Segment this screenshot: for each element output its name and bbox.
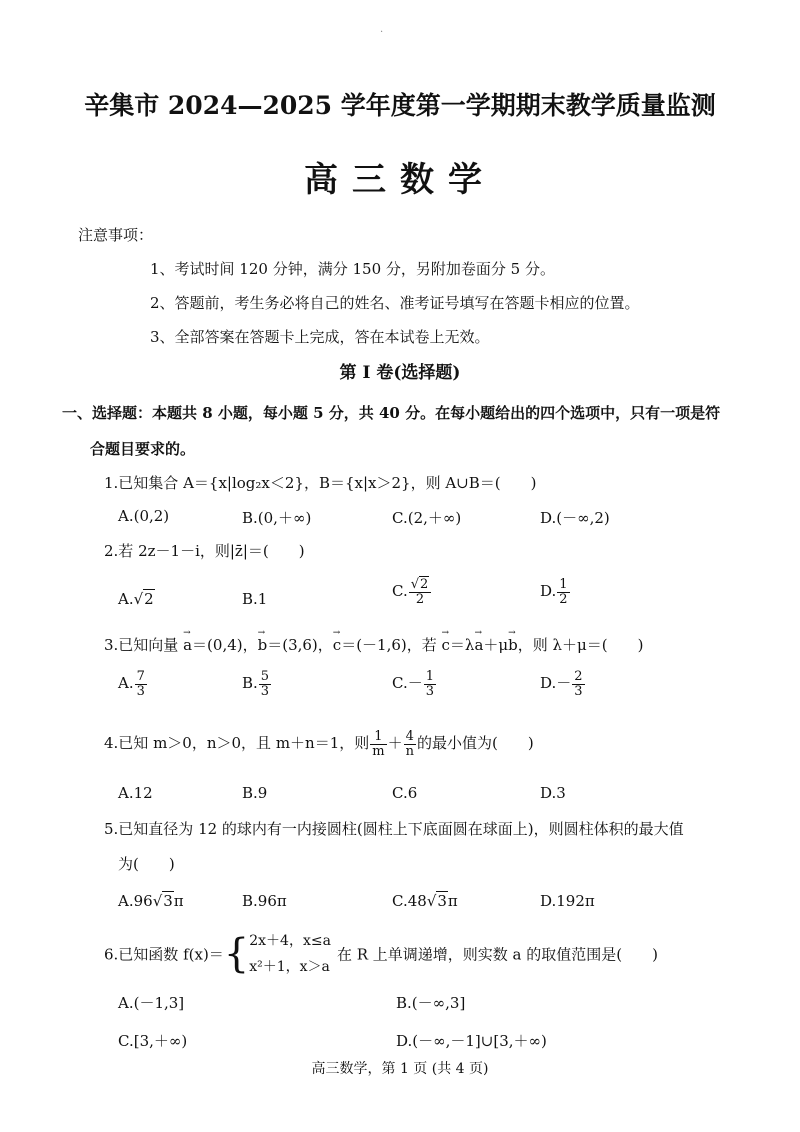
q3-text: ＝(－1,6)，若: [341, 636, 442, 654]
note-item: 2、答题前，考生务必将自己的姓名、准考证号填写在答题卡相应的位置。: [150, 294, 640, 312]
q6-option-c: C.[3,＋∞): [118, 1032, 188, 1050]
q3-option-d-label: D.－: [540, 674, 572, 693]
q3-text: ＝(0,4)，: [192, 636, 258, 654]
vector-a: → a: [474, 636, 483, 654]
q4-fraction-1-num: 1: [370, 730, 386, 745]
q3-option-c-label: C.－: [392, 674, 423, 693]
question-2-stem: 2.若 2z－1－i，则|z̄|＝( ): [104, 542, 305, 560]
question-4-stem: [104, 730, 534, 758]
q4-fraction-1-den: m: [372, 743, 385, 759]
part-instruction-cont: 合题目要求的。: [90, 440, 196, 458]
q3-option-a-label: A.: [118, 674, 134, 693]
q3-option-b-den: 3: [260, 683, 270, 699]
q4-fraction-2: [404, 730, 416, 758]
page-footer: 高三数学，第 1 页 (共 4 页): [311, 1061, 489, 1077]
q2-option-d-label: D.: [540, 582, 557, 601]
q3-text: 3.已知向量: [104, 636, 184, 654]
vector-c: → c: [333, 636, 341, 654]
q5-option-c-coef: C.48: [392, 892, 427, 910]
exam-title: 辛集市 2024—2025 学年度第一学期期末教学质量监测: [84, 91, 716, 120]
q2-option-c-den: 2: [415, 591, 425, 607]
q3-text: ＋μ: [483, 636, 509, 654]
vector-b: → b: [508, 636, 518, 654]
q6-text: 在 R 上单调递增，则实数 a 的取值范围是( ): [336, 945, 658, 964]
case-2: x²＋1，x＞a: [249, 959, 330, 975]
q3-text: ＝(3,6)，: [267, 636, 333, 654]
q1-option-a: A.(0,2): [118, 507, 170, 525]
q3-option-d-num: 2: [574, 669, 583, 684]
question-1-stem: 1.已知集合 A＝{x|log₂x＜2}，B＝{x|x＞2}，则 A∪B＝( ): [104, 474, 537, 492]
q2-option-c: [392, 578, 432, 606]
q1-option-c: C.(2,＋∞): [392, 509, 462, 527]
q2-option-d-num: 1: [559, 577, 568, 592]
question-5-stem-cont: 为( ): [118, 855, 175, 873]
note-item: 3、全部答案在答题卡上完成，答在本试卷上无效。: [150, 328, 490, 346]
q5-option-a-radicand: 3: [163, 892, 173, 910]
piecewise-cases: [249, 928, 331, 980]
notes-heading: 注意事项：: [78, 226, 154, 244]
vector-a: → a: [183, 636, 192, 654]
q5-option-a: A.96√3π: [118, 892, 184, 910]
q3-option-c: [392, 670, 437, 698]
q1-option-d: D.(－∞,2): [540, 509, 610, 527]
q1-option-b: B.(0,＋∞): [242, 509, 312, 527]
q3-option-c-fraction: [424, 670, 436, 698]
q5-option-d: D.192π: [540, 892, 595, 910]
q2-option-a-label: A.: [118, 590, 134, 608]
q3-option-b: [242, 670, 272, 698]
q5-option-b: B.96π: [242, 892, 287, 910]
q4-text: 4.已知 m＞0，n＞0，且 m＋n＝1，则: [104, 734, 370, 753]
q4-option-c: C.6: [392, 784, 418, 802]
q4-fraction-2-den: n: [405, 743, 414, 759]
q5-option-a-pi: π: [173, 892, 184, 910]
cases-brace: {: [223, 931, 250, 977]
section-title: 第 I 卷(选择题): [339, 363, 461, 383]
q3-option-a-fraction: [135, 670, 147, 698]
q3-text: ＝λ: [449, 636, 475, 654]
note-item: 1、考试时间 120 分钟，满分 150 分，另附加卷面分 5 分。: [150, 260, 555, 278]
q4-plus: ＋: [387, 734, 403, 753]
q4-option-d: D.3: [540, 784, 566, 802]
q6-option-b: B.(－∞,3]: [396, 994, 466, 1012]
q4-option-a: A.12: [118, 784, 153, 802]
q5-option-c-pi: π: [447, 892, 458, 910]
q2-option-c-fraction: $\frac{√2}{2}$: [409, 578, 432, 606]
q6-option-d: D.(－∞,－1]∪[3,＋∞): [396, 1032, 547, 1050]
q2-option-a: A.√2: [118, 590, 154, 608]
q3-option-b-label: B.: [242, 674, 258, 693]
q2-option-a-radicand: 2: [144, 590, 154, 608]
vector-b: → b: [258, 636, 268, 654]
q2-option-c-num: 2: [420, 577, 429, 592]
q3-option-a-den: 3: [136, 683, 145, 699]
q5-option-a-coef: A.96: [118, 892, 153, 910]
q3-option-d-fraction: [572, 670, 584, 698]
q3-option-b-num: 5: [260, 669, 270, 684]
q2-option-b: B.1: [242, 590, 268, 608]
vector-c: → c: [442, 636, 450, 654]
question-5-stem: 5.已知直径为 12 的球内有一内接圆柱(圆柱上下底面圆在球面上)，则圆柱体积的最大值: [104, 820, 684, 838]
q2-option-d: [540, 578, 571, 606]
case-1: 2x＋4，x≤a: [249, 933, 331, 949]
scan-mark: .: [380, 24, 384, 35]
q2-option-d-den: 2: [559, 591, 568, 607]
q3-option-a: [118, 670, 148, 698]
q3-option-c-den: 3: [425, 683, 434, 699]
q4-fraction-2-num: 4: [404, 730, 416, 745]
q3-option-d: [540, 670, 586, 698]
q2-option-d-fraction: [557, 578, 569, 606]
q2-option-c-label: C.: [392, 582, 408, 601]
q6-option-a: A.(－1,3]: [118, 994, 185, 1012]
q4-text: 的最小值为( ): [416, 734, 534, 753]
exam-subject: 高三数学: [304, 160, 496, 200]
q3-option-d-den: 3: [574, 683, 583, 699]
q3-text: ，则 λ＋μ＝( ): [517, 636, 644, 654]
question-6-stem: [104, 928, 658, 980]
q3-option-b-fraction: [259, 670, 271, 698]
q3-option-a-num: 7: [136, 669, 145, 684]
q3-option-c-num: 1: [425, 669, 434, 684]
question-3-stem: [104, 634, 643, 655]
q4-option-b: B.9: [242, 784, 268, 802]
q6-text: 6.已知函数 f(x)＝: [104, 945, 224, 964]
part-instruction: 一、选择题：本题共 8 小题，每小题 5 分，共 40 分。在每小题给出的四个选项中，只有一项是符: [62, 404, 721, 422]
q5-option-c: C.48√3π: [392, 892, 458, 910]
q5-option-c-radicand: 3: [437, 892, 447, 910]
q4-fraction-1: [370, 730, 386, 758]
